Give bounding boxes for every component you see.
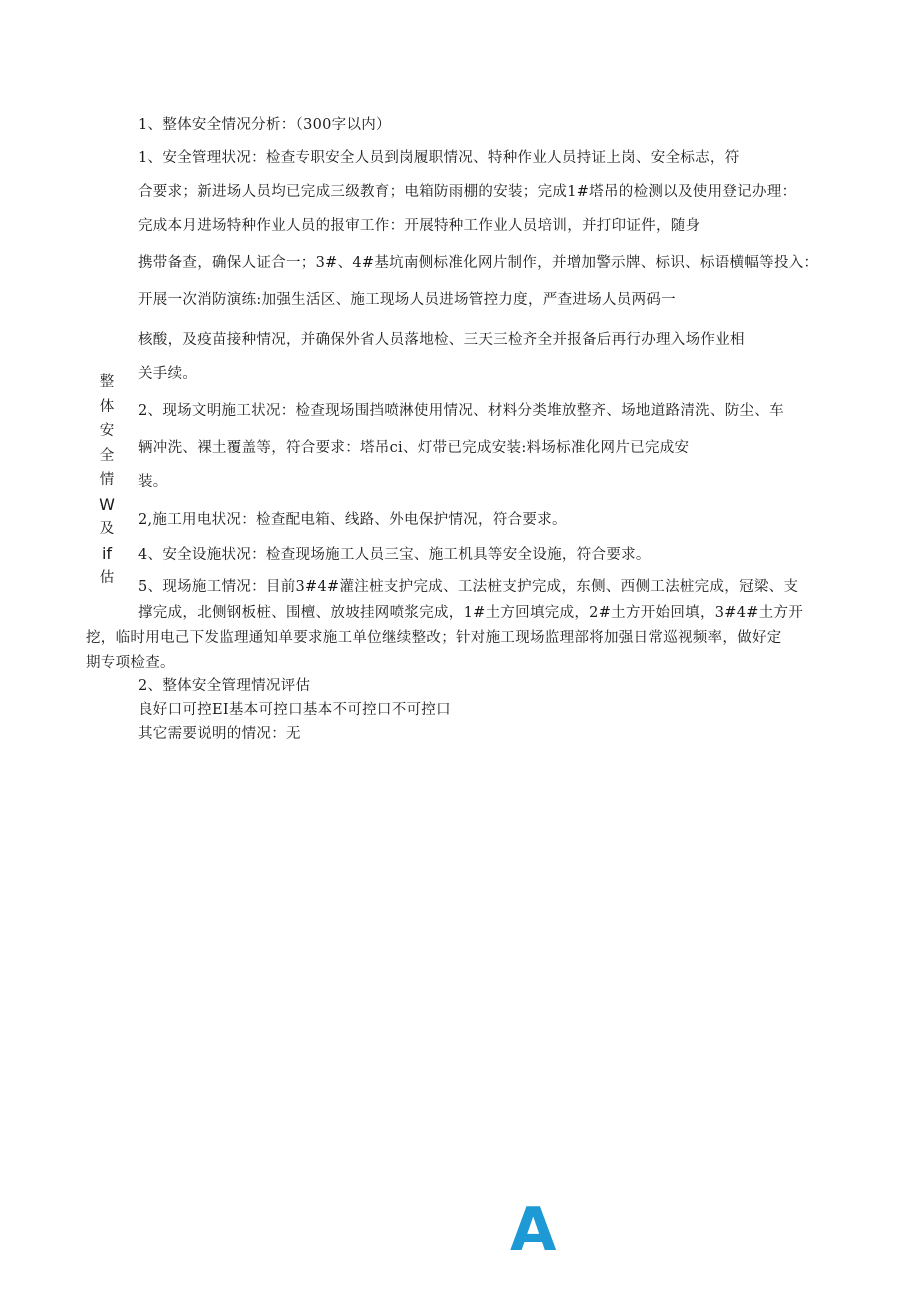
section-heading-evaluation: 2、整体安全管理情况评估 [138, 678, 311, 694]
rating-line: 良好口可控EI基本可控口基本不可控口不可控口 [138, 702, 451, 718]
vertical-side-label [98, 370, 116, 591]
text-line: 期专项检查。 [86, 655, 175, 671]
text-line: 开展一次消防演练:加强生活区、施工现场人员进场管控力度，严查进场人员两码一 [138, 292, 676, 308]
text-line: 携带备查，确保人证合一；3#、4#基坑南侧标准化网片制作，并增加警示牌、标识、标语横幅等投入： [138, 255, 819, 271]
logo-letter-a: A [510, 1195, 557, 1265]
side-label-char: W [99, 494, 115, 514]
text-line: 合要求；新进场人员均已完成三级教育；电箱防雨棚的安装；完成1#塔吊的检测以及使用登记办理： [138, 184, 797, 200]
text-line: 核酸，及疫苗接种情况，并确保外省人员落地检、三天三检齐全并报备后再行办理入场作业相 [138, 332, 745, 348]
text-line: 装。 [138, 474, 168, 490]
text-line: 4、安全设施状况：检查现场施工人员三宝、施工机具等安全设施，符合要求。 [138, 547, 651, 563]
side-label-char: if [101, 543, 113, 563]
side-label-char: 情 [99, 472, 115, 488]
side-label-char: 全 [99, 447, 115, 464]
text-line: 2,施工用电状况：检查配电箱、线路、外电保护情况，符合要求。 [138, 512, 567, 528]
text-line: 辆冲洗、裸土覆盖等，符合要求：塔吊ci、灯带已完成安装:料场标准化网片已完成安 [138, 440, 690, 456]
side-label-char: 整 [99, 374, 115, 390]
text-line: 5、现场施工情况：目前3#4#灌注桩支护完成、工法桩支护完成，东侧、西侧工法桩完成，冠梁、支 [138, 579, 799, 595]
other-notes-line: 其它需要说明的情况：无 [138, 726, 301, 742]
text-line: 2、现场文明施工状况：检查现场围挡喷淋使用情况、材料分类堆放整齐、场地道路清洗、防尘、车 [138, 403, 784, 419]
text-line: 挖，临时用电己下发监理通知单要求施工单位继续整改；针对施工现场监理部将加强日常巡视频率，做好定 [86, 630, 782, 646]
section-heading-analysis: 1、整体安全情况分析：（300字以内） [138, 117, 391, 133]
text-line: 完成本月进场特种作业人员的报审工作：开展特种工作业人员培训，并打印证件，随身 [138, 218, 701, 234]
side-label-char: 及 [99, 521, 115, 537]
text-line: 撑完成，北侧钢板桩、围檀、放坡挂网喷浆完成，1#土方回填完成，2#土方开始回填，3#4#土方开 [138, 605, 804, 621]
text-line: 1、安全管理状况：检查专职安全人员到岗履职情况、特种作业人员持证上岗、安全标志，符 [138, 150, 740, 166]
side-label-char: 安 [99, 423, 115, 439]
side-label-char: 估 [99, 570, 115, 586]
side-label-char: 体 [99, 398, 115, 415]
text-line: 关手续。 [138, 366, 198, 382]
